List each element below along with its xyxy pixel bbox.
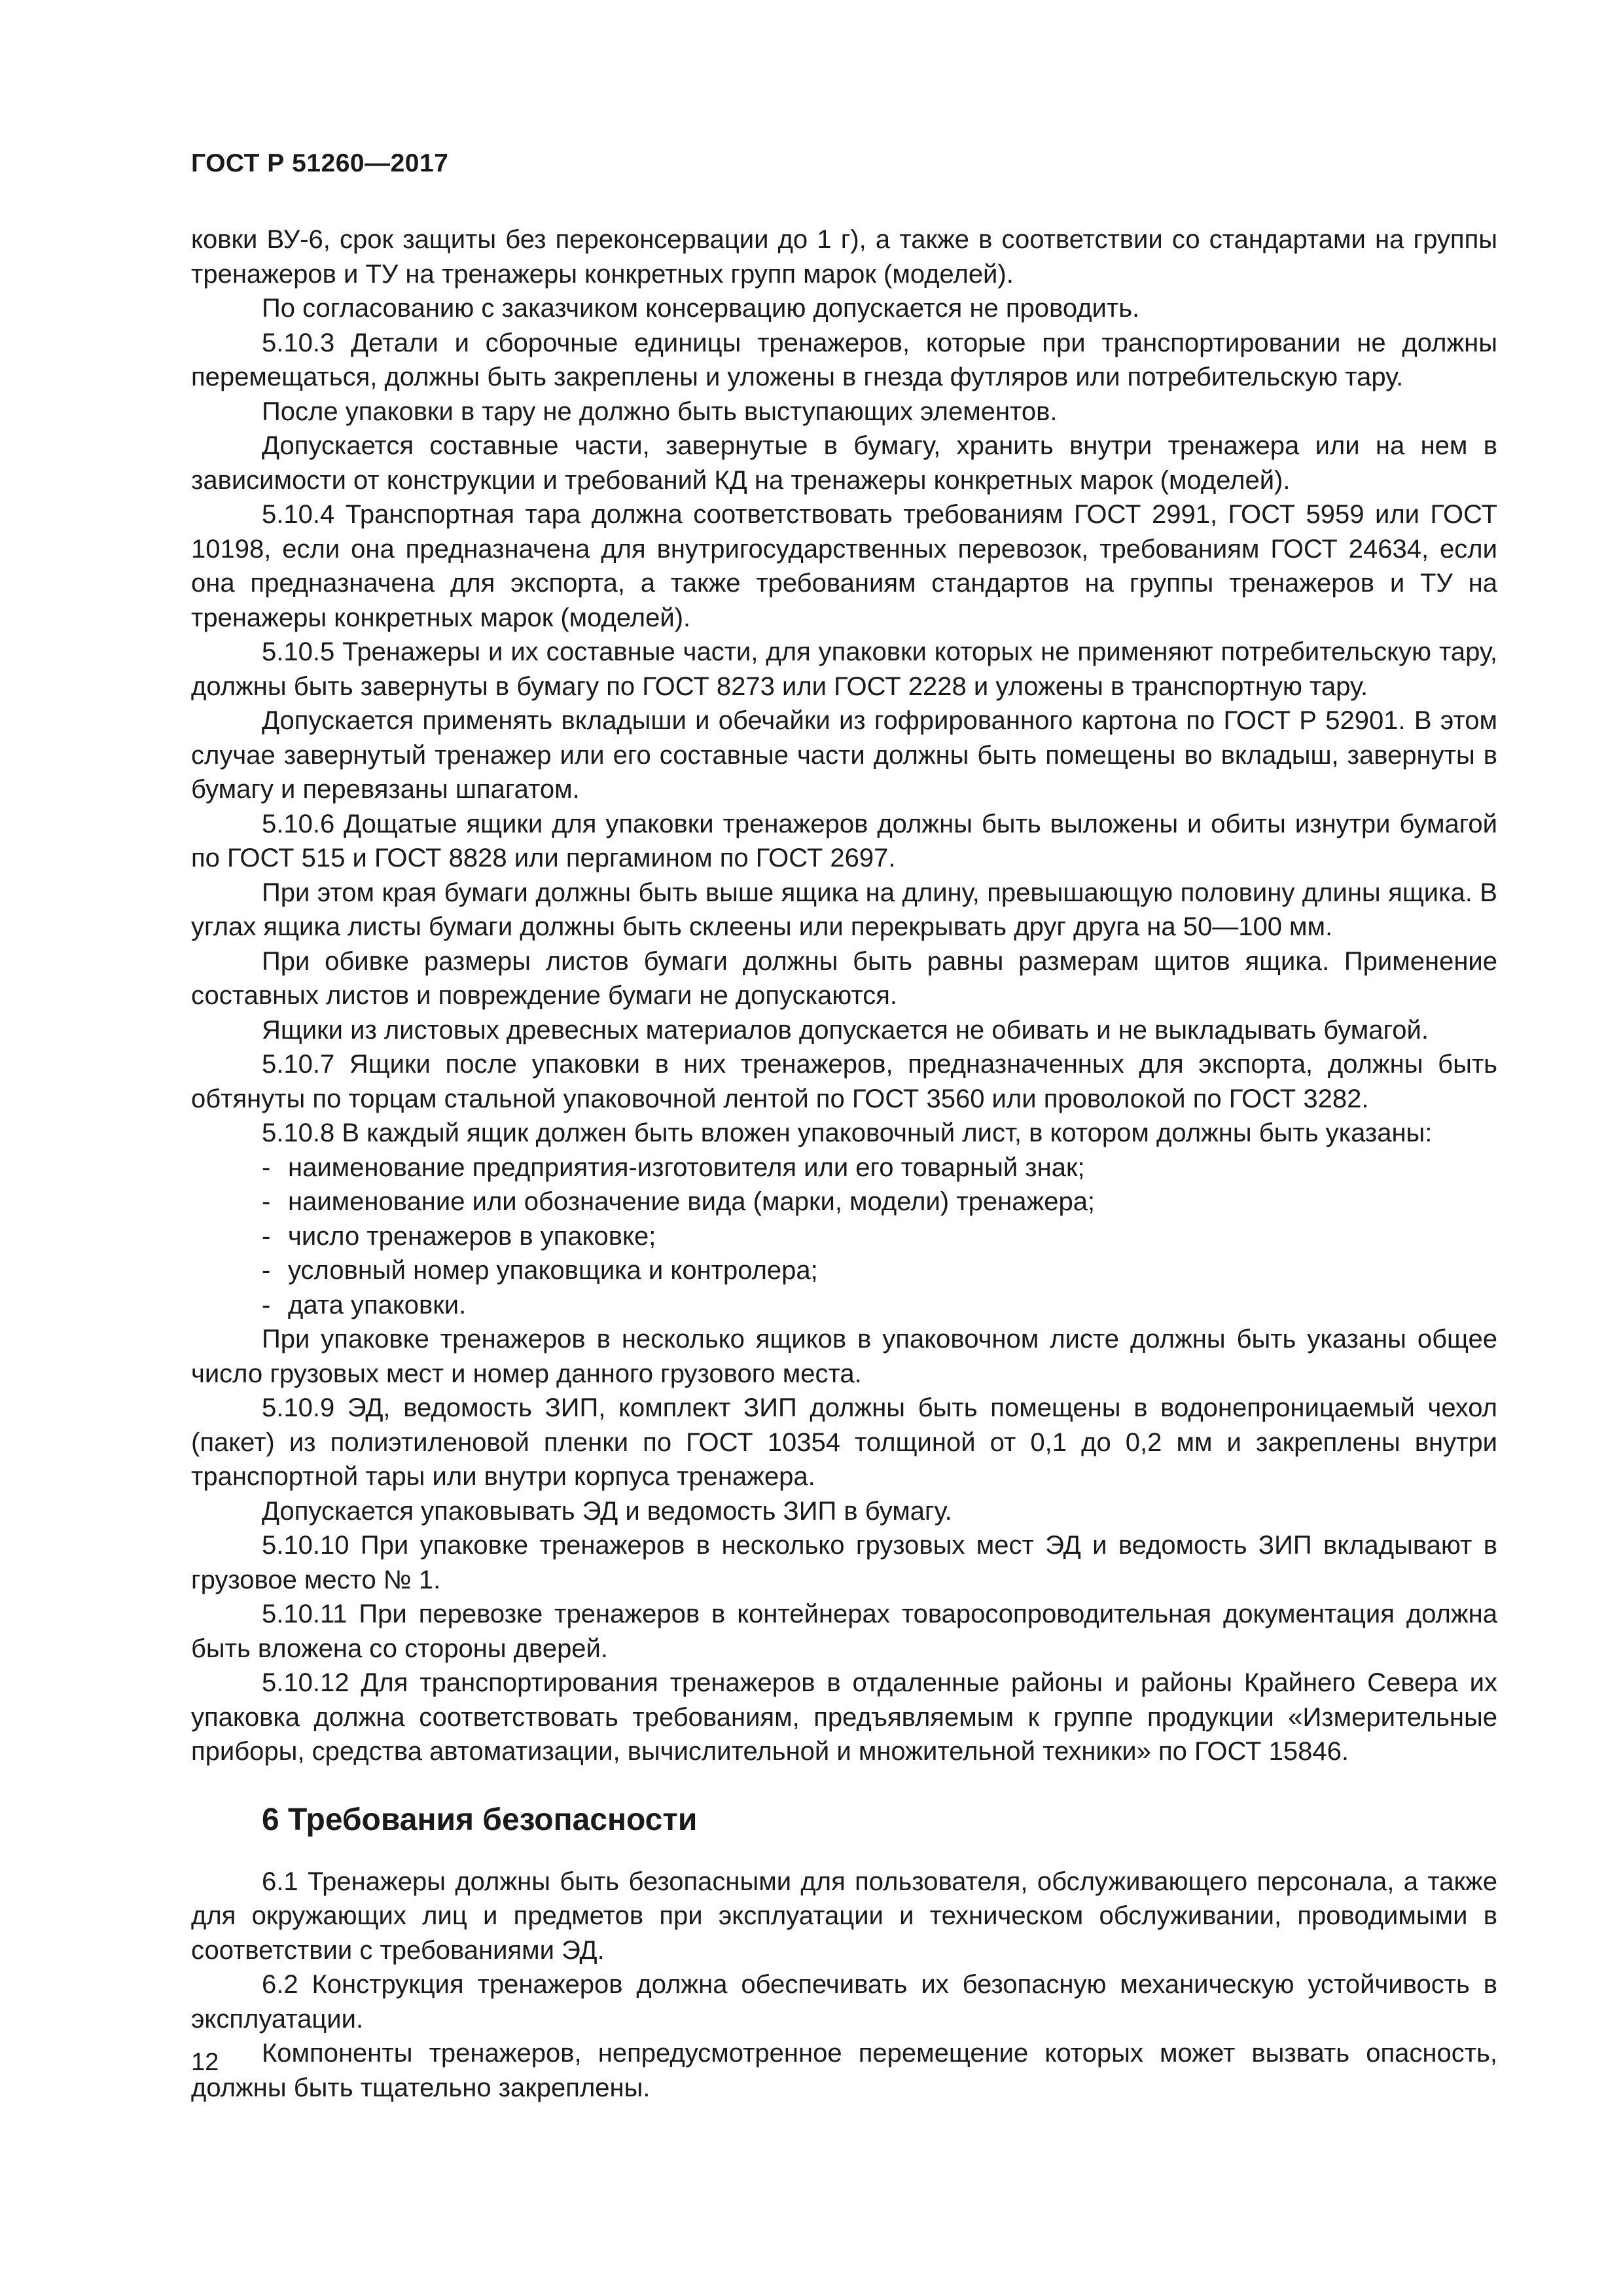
paragraph: Компоненты тренажеров, непредусмотренное перемещение которых может вызвать опасность, должны быть тщательно закреплены. bbox=[191, 2039, 1497, 2102]
paragraph: ковки ВУ-6, срок защиты без переконсервации до 1 г), а также в соответствии со стандартами на группы тренажеров и ТУ на тренажеры конкретных групп марок (моделей). bbox=[191, 225, 1497, 289]
dash-marker: - bbox=[262, 1153, 271, 1182]
list-item-text: условный номер упаковщика и контролера; bbox=[288, 1256, 818, 1285]
dash-marker: - bbox=[262, 1290, 271, 1319]
paragraph: 5.10.12 Для транспортирования тренажеров в отдаленные районы и районы Крайнего Севера их упаковка должна соответствовать требованиям, предъявляемым к группе продукции «Измерительные приборы, средства автоматизации, вычислительной и множительной техники» по ГОСТ 15846. bbox=[191, 1668, 1497, 1766]
list-item-text: наименование предприятия-изготовителя или его товарный знак; bbox=[288, 1153, 1085, 1182]
paragraph: 5.10.7 Ящики после упаковки в них тренажеров, предназначенных для экспорта, должны быть обтянуты по торцам стальной упаковочной лентой по ГОСТ 3560 или проволокой по ГОСТ 3282. bbox=[191, 1050, 1497, 1113]
document-body bbox=[191, 223, 1497, 2105]
paragraph: По согласованию с заказчиком консервацию допускается не проводить. bbox=[262, 294, 1140, 323]
paragraph: Допускается упаковывать ЭД и ведомость ЗИП в бумагу. bbox=[262, 1496, 952, 1526]
paragraph: 6.2 Конструкция тренажеров должна обеспечивать их безопасную механическую устойчивость в эксплуатации. bbox=[191, 1970, 1497, 2034]
paragraph: 5.10.9 ЭД, ведомость ЗИП, комплект ЗИП должны быть помещены в водонепроницаемый чехол (пакет) из полиэтиленовой пленки по ГОСТ 10354 толщиной от 0,1 до 0,2 мм и закреплены внутри транспортной тары или внутри корпуса тренажера. bbox=[191, 1393, 1497, 1491]
dash-marker: - bbox=[262, 1187, 271, 1216]
paragraph: 5.10.5 Тренажеры и их составные части, для упаковки которых не применяют потребительскую тару, должны быть завернуты в бумагу по ГОСТ 8273 или ГОСТ 2228 и уложены в транспортную тару. bbox=[191, 637, 1497, 701]
paragraph: 5.10.4 Транспортная тара должна соответствовать требованиям ГОСТ 2991, ГОСТ 5959 или ГОСТ 10198, если она предназначена для внутригосударственных перевозок, требованиям ГОСТ 24634, если она предназначена для экспорта, а также требованиям стандартов на группы тренажеров и ТУ на тренажеры конкретных марок (моделей). bbox=[191, 500, 1497, 632]
document-header: ГОСТ Р 51260—2017 bbox=[191, 149, 449, 177]
packing-list bbox=[191, 1151, 1497, 1323]
paragraph: 5.10.8 В каждый ящик должен быть вложен упаковочный лист, в котором должны быть указаны: bbox=[262, 1119, 1433, 1147]
list-item-text: наименование или обозначение вида (марки, модели) тренажера; bbox=[288, 1187, 1096, 1216]
paragraph: Допускается составные части, завернутые в бумагу, хранить внутри тренажера или на нем в зависимости от конструкции и требований КД на тренажеры конкретных марок (моделей). bbox=[191, 431, 1497, 495]
paragraph: При обивке размеры листов бумаги должны быть равны размерам щитов ящика. Применение составных листов и повреждение бумаги не допускаются. bbox=[191, 946, 1497, 1010]
paragraph: При этом края бумаги должны быть выше ящика на длину, превышающую половину длины ящика. В углах ящика листы бумаги должны быть склеены или перекрывать друг друга на 50—100 мм. bbox=[191, 878, 1497, 941]
section-title: 6 Требования безопасности bbox=[262, 1802, 698, 1837]
paragraph: Допускается применять вкладыши и обечайки из гофрированного картона по ГОСТ Р 52901. В этом случае завернутый тренажер или его составные части должны быть помещены во вкладыш, завернуты в бумагу и перевязаны шпагатом. bbox=[191, 706, 1497, 804]
dash-marker: - bbox=[262, 1221, 271, 1251]
list-item bbox=[191, 1253, 1497, 1288]
paragraph: 5.10.11 При перевозке тренажеров в контейнерах товаросопроводительная документация должна быть вложена со стороны дверей. bbox=[191, 1600, 1497, 1663]
dash-marker: - bbox=[262, 1256, 271, 1285]
paragraph: 5.10.10 При упаковке тренажеров в несколько грузовых мест ЭД и ведомость ЗИП вкладывают в грузовое место № 1. bbox=[191, 1531, 1497, 1594]
paragraph: Ящики из листовых древесных материалов допускается не обивать и не выкладывать бумагой. bbox=[262, 1015, 1429, 1045]
paragraph: 5.10.6 Дощатые ящики для упаковки тренажеров должны быть выложены и обиты изнутри бумагой по ГОСТ 515 и ГОСТ 8828 или пергамином по ГОСТ 2697. bbox=[191, 809, 1497, 872]
list-item-text: число тренажеров в упаковке; bbox=[288, 1221, 656, 1251]
paragraph: После упаковки в тару не должно быть выступающих элементов. bbox=[262, 397, 1058, 426]
paragraph: 6.1 Тренажеры должны быть безопасными для пользователя, обслуживающего персонала, а также для окружающих лиц и предметов при эксплуатации и техническом обслуживании, проводимыми в соответствии с требованиями ЭД. bbox=[191, 1867, 1497, 1965]
list-item bbox=[191, 1219, 1497, 1254]
page-number: 12 bbox=[191, 2049, 219, 2076]
list-item bbox=[191, 1288, 1497, 1323]
list-item-text: дата упаковки. bbox=[288, 1290, 467, 1319]
list-item bbox=[191, 1185, 1497, 1219]
paragraph: 5.10.3 Детали и сборочные единицы тренажеров, которые при транспортировании не должны перемещаться, должны быть закреплены и уложены в гнезда футляров или потребительскую тару. bbox=[191, 328, 1497, 391]
paragraph: При упаковке тренажеров в несколько ящиков в упаковочном листе должны быть указаны общее число грузовых мест и номер данного грузового места. bbox=[191, 1325, 1497, 1388]
list-item bbox=[191, 1151, 1497, 1185]
